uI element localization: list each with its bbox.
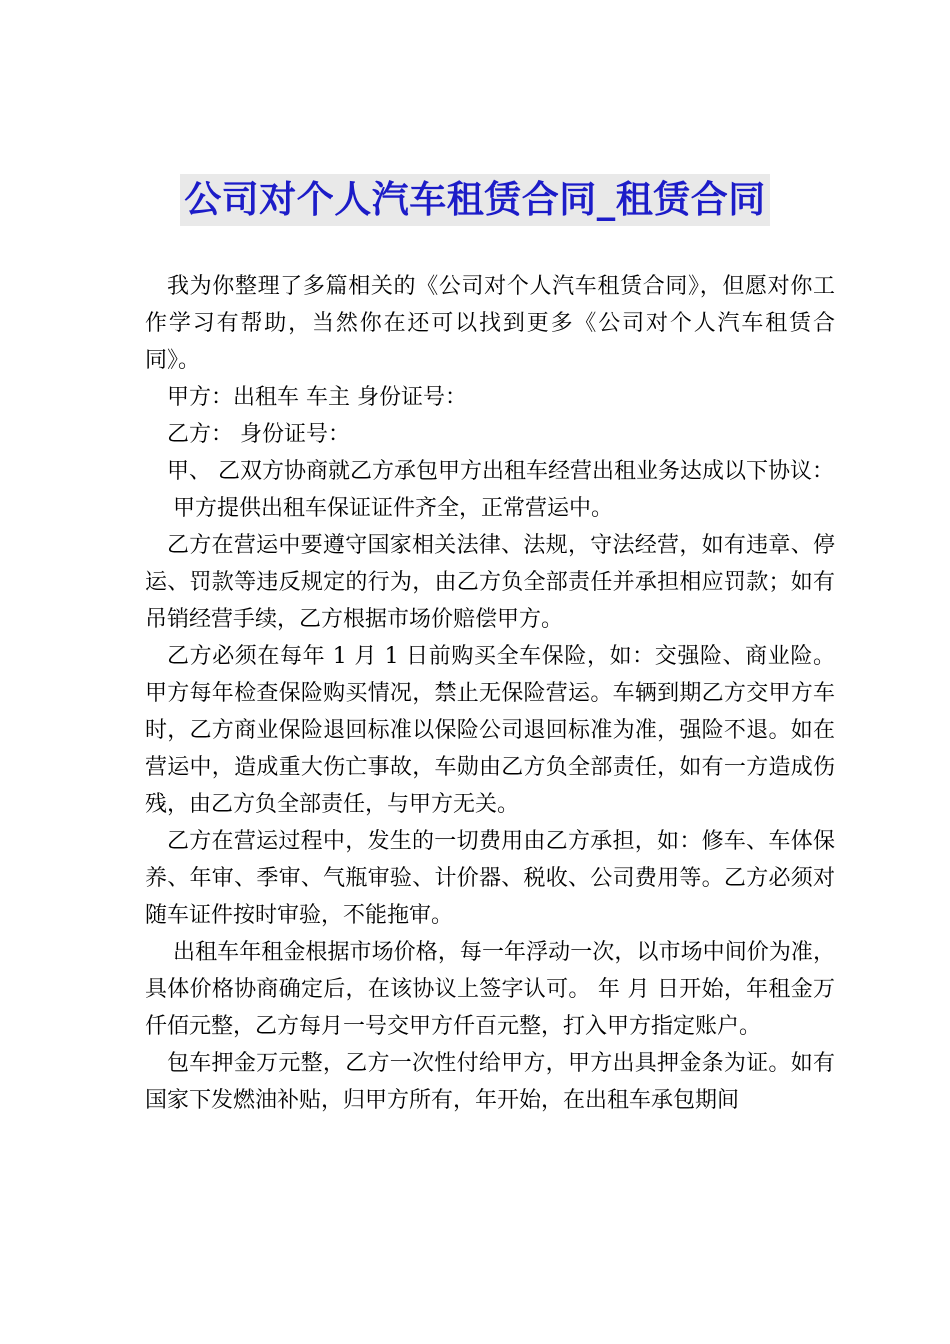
paragraph-party-b: 乙方： 身份证号： [167,422,350,447]
paragraph-clause-3: 乙方必须在每年 1 月 1 日前购买全车保险，如：交强险、商业险。甲方每年检查保险购买情况，禁止无保险营运。车辆到期乙方交甲方车时，乙方商业保险退回标准以保险公司退回标准为准，强险不退。如在营运中，造成重大伤亡事故，车勋由乙方负全部责任，如有一方造成伤残，由乙方负全部责任，与甲方无关。 [145,644,835,817]
document-title: 公司对个人汽车租赁合同_租赁合同 [180,174,770,226]
title-container [0,174,950,226]
document-body [145,268,835,1119]
paragraph-party-a: 甲方：出租车 车主 身份证号： [167,385,467,410]
paragraph-clause-6: 包车押金万元整，乙方一次性付给甲方，甲方出具押金条为证。如有国家下发燃油补贴，归甲方所有，年开始，在出租车承包期间 [145,1051,835,1113]
paragraph-clause-4: 乙方在营运过程中，发生的一切费用由乙方承担，如：修车、车体保养、年审、季审、气瓶审验、计价器、税收、公司费用等。乙方必须对随车证件按时审验，不能拖审。 [145,829,835,928]
paragraph-clause-1: 甲方提供出租车保证证件齐全，正常营运中。 [173,496,614,521]
paragraph-clause-5: 出租车年租金根据市场价格，每一年浮动一次，以市场中间价为准，具体价格协商确定后，在该协议上签字认可。 年 月 日开始，年租金万仟佰元整，乙方每月一号交甲方仟百元整，打入甲方指定账户。 [145,940,835,1039]
paragraph-agreement: 甲、 乙双方协商就乙方承包甲方出租车经营出租业务达成以下协议： [167,459,834,484]
paragraph-intro: 我为你整理了多篇相关的《公司对个人汽车租赁合同》，但愿对你工作学习有帮助，当然你在还可以找到更多《公司对个人汽车租赁合同》。 [145,274,835,373]
paragraph-clause-2: 乙方在营运中要遵守国家相关法律、法规，守法经营，如有违章、停运、罚款等违反规定的行为，由乙方负全部责任并承担相应罚款；如有吊销经营手续，乙方根据市场价赔偿甲方。 [145,533,835,632]
